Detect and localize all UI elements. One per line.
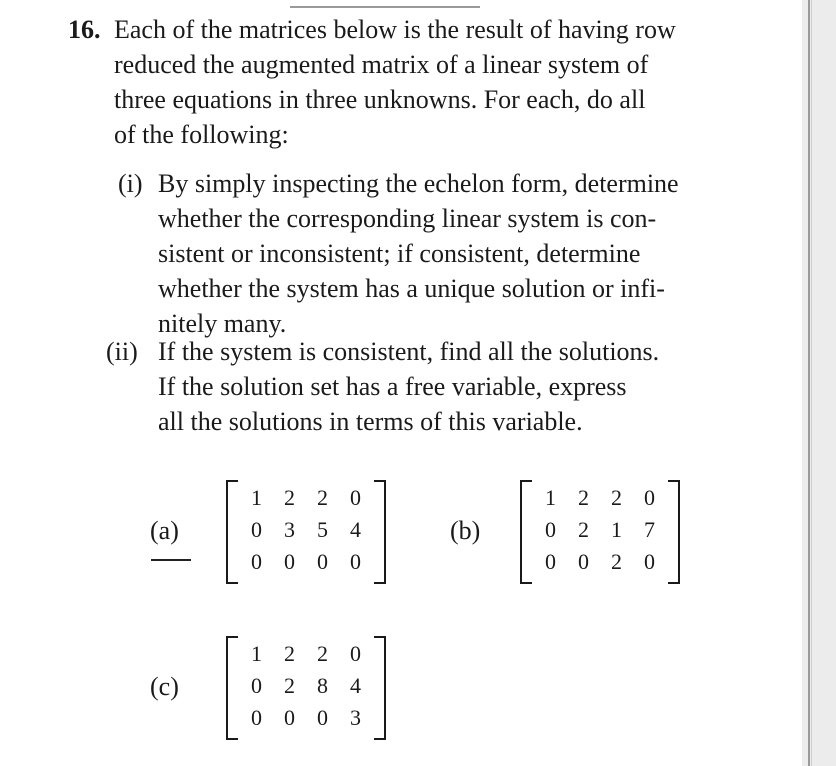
right-bracket — [374, 636, 386, 740]
matrix-cell: 0 — [317, 705, 328, 730]
right-bracket — [374, 480, 386, 584]
left-bracket — [520, 480, 532, 584]
left-bracket — [226, 480, 238, 584]
matrix-row — [240, 547, 372, 577]
matrix-cell: 2 — [611, 549, 622, 574]
matrix-row — [240, 639, 372, 669]
item-line: nitely many. — [158, 309, 287, 338]
item-line: sistent or inconsistent; if consistent, determine — [158, 239, 641, 268]
matrix-cell: 2 — [284, 485, 295, 510]
item-label-i: (i) — [118, 169, 143, 198]
intro-line: of the following: — [114, 120, 289, 149]
matrix-row — [534, 515, 666, 545]
matrix-cell: 0 — [350, 485, 361, 510]
matrix-cell: 1 — [251, 641, 262, 666]
matrix-b — [520, 480, 680, 582]
left-bracket — [226, 636, 238, 740]
item-line: whether the system has a unique solution or infi- — [158, 274, 665, 303]
matrix-cell: 0 — [350, 641, 361, 666]
matrix-cell: 0 — [251, 705, 262, 730]
matrix-cell: 0 — [644, 485, 655, 510]
matrix-cell: 3 — [284, 517, 295, 542]
matrix-cell: 5 — [317, 517, 328, 542]
matrix-cell: 2 — [317, 485, 328, 510]
matrix-cell: 0 — [545, 549, 556, 574]
matrix-row — [240, 703, 372, 733]
matrix-cell: 4 — [350, 673, 361, 698]
problem-intro — [114, 12, 676, 152]
matrix-cell: 0 — [644, 549, 655, 574]
matrix-cell: 0 — [317, 549, 328, 574]
matrix-label-a: (a) — [150, 516, 179, 545]
matrix-cell: 0 — [251, 673, 262, 698]
matrix-label-b: (b) — [450, 516, 481, 545]
item-line: By simply inspecting the echelon form, determine — [158, 169, 679, 198]
matrix-cell: 0 — [545, 517, 556, 542]
top-cut-line — [290, 0, 480, 8]
item-line: If the system is consistent, find all the solutions. — [158, 337, 660, 366]
matrix-cell: 0 — [284, 549, 295, 574]
matrix-label-c: (c) — [150, 672, 179, 701]
matrix-cell: 2 — [284, 673, 295, 698]
matrix-row — [534, 547, 666, 577]
matrix-cell: 1 — [545, 485, 556, 510]
intro-line: Each of the matrices below is the result of having row — [114, 15, 676, 44]
matrix-cell: 2 — [284, 641, 295, 666]
matrix-cell: 8 — [317, 673, 328, 698]
matrix-cell: 7 — [644, 517, 655, 542]
matrix-cell: 2 — [578, 485, 589, 510]
matrix-cell: 0 — [578, 549, 589, 574]
matrix-a — [226, 480, 386, 582]
matrix-row — [534, 483, 666, 513]
matrix-cell: 2 — [611, 485, 622, 510]
item-label-ii: (ii) — [106, 337, 138, 366]
item-line: whether the corresponding linear system is con- — [158, 204, 657, 233]
item-line: all the solutions in terms of this variable. — [158, 407, 583, 436]
matrix-cell: 2 — [578, 517, 589, 542]
matrix-c — [226, 636, 386, 738]
matrix-cell: 0 — [350, 549, 361, 574]
matrix-cell: 2 — [317, 641, 328, 666]
intro-line: reduced the augmented matrix of a linear system of — [114, 50, 649, 79]
item-i-text — [158, 166, 679, 341]
item-ii-text — [158, 334, 659, 439]
matrix-cell: 0 — [251, 517, 262, 542]
matrix-cell: 3 — [350, 705, 361, 730]
matrix-row — [240, 515, 372, 545]
matrix-cell: 0 — [284, 705, 295, 730]
matrix-label-a-underline — [151, 559, 191, 561]
item-line: If the solution set has a free variable, express — [158, 372, 627, 401]
matrix-cell: 1 — [611, 517, 622, 542]
page-edge-shadow — [802, 0, 836, 766]
matrix-cell: 4 — [350, 517, 361, 542]
matrix-cell: 0 — [251, 549, 262, 574]
matrix-row — [240, 671, 372, 701]
matrix-row — [240, 483, 372, 513]
intro-line: three equations in three unknowns. For each, do all — [114, 85, 646, 114]
problem-number: 16. — [68, 15, 101, 44]
right-bracket — [668, 480, 680, 584]
matrix-cell: 1 — [251, 485, 262, 510]
